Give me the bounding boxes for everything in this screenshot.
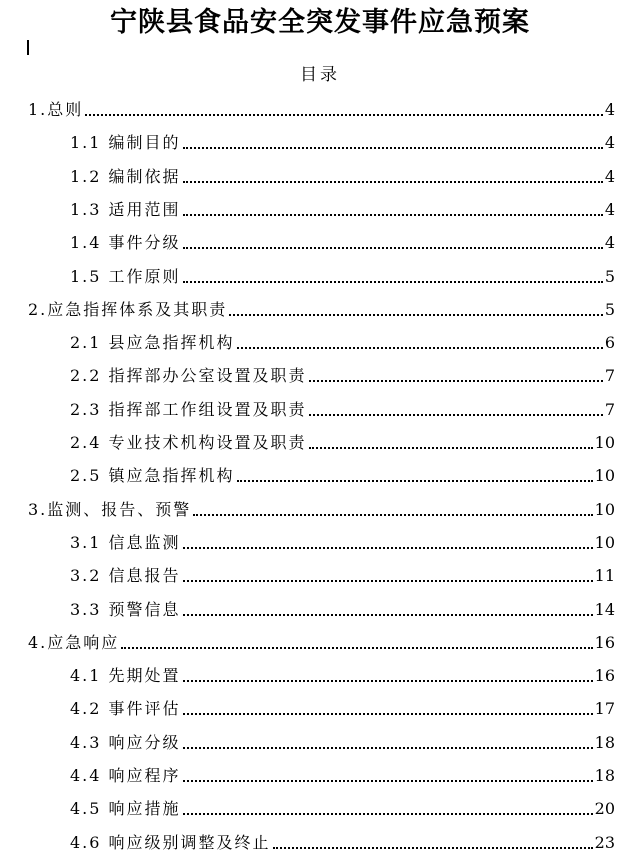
toc-entry-label: 3.3 预警信息 bbox=[70, 599, 181, 619]
toc-page-number: 16 bbox=[594, 666, 615, 686]
toc-dot-leader bbox=[229, 314, 603, 316]
toc-dot-leader bbox=[183, 813, 593, 815]
toc-page-number: 18 bbox=[594, 766, 615, 785]
toc-dot-leader bbox=[183, 614, 593, 616]
toc-page-number: 7 bbox=[604, 366, 615, 386]
toc-chapter-entry[interactable] bbox=[28, 294, 615, 320]
toc-entry-label: 1.5 工作原则 bbox=[70, 266, 181, 286]
toc-dot-leader bbox=[183, 147, 603, 149]
toc-entry-label: 4.6 响应级别调整及终止 bbox=[70, 832, 271, 852]
toc-entry-label: 2.4 专业技术机构设置及职责 bbox=[70, 433, 307, 452]
document-title: 宁陕县食品安全突发事件应急预案 bbox=[110, 7, 530, 38]
toc-section-entry[interactable] bbox=[70, 693, 615, 719]
toc-section-entry[interactable] bbox=[70, 827, 615, 853]
toc-section-entry[interactable] bbox=[70, 261, 615, 287]
toc-page-number: 10 bbox=[594, 499, 615, 519]
toc-entry-label: 2.1 县应急指挥机构 bbox=[70, 333, 235, 353]
toc-section-entry[interactable] bbox=[70, 560, 615, 586]
toc-section-entry[interactable] bbox=[70, 460, 615, 486]
toc-entry-label: 4.应急响应 bbox=[28, 632, 120, 652]
toc-entry-label: 4.2 事件评估 bbox=[70, 699, 181, 719]
toc-section-entry[interactable] bbox=[70, 660, 615, 686]
toc-dot-leader bbox=[183, 680, 593, 682]
toc-section-entry[interactable] bbox=[70, 327, 615, 353]
toc-entry-label: 4.5 响应措施 bbox=[70, 799, 181, 819]
toc-page-number: 11 bbox=[594, 566, 615, 586]
toc-entry-label: 4.3 响应分级 bbox=[70, 732, 181, 752]
toc-entry-label: 4.4 响应程序 bbox=[70, 766, 181, 785]
toc-entry-label: 1.3 适用范围 bbox=[70, 199, 181, 219]
toc-entry-label: 1.总则 bbox=[28, 100, 84, 119]
toc-dot-leader bbox=[183, 780, 593, 782]
toc-section-entry[interactable] bbox=[70, 427, 615, 453]
toc-entry-label: 3.监测、报告、预警 bbox=[28, 499, 192, 519]
toc-section-entry[interactable] bbox=[70, 127, 615, 153]
toc-page-number: 4 bbox=[604, 233, 615, 253]
toc-chapter-entry[interactable] bbox=[28, 94, 615, 120]
toc-section-entry[interactable] bbox=[70, 227, 615, 253]
toc-page-number: 7 bbox=[604, 399, 615, 419]
toc-section-entry[interactable] bbox=[70, 527, 615, 553]
toc-page-number: 10 bbox=[594, 532, 615, 552]
toc-page-number: 23 bbox=[594, 832, 615, 852]
toc-section-entry[interactable] bbox=[70, 793, 615, 819]
toc-dot-leader bbox=[183, 281, 603, 283]
toc-section-entry[interactable] bbox=[70, 394, 615, 420]
toc-dot-leader bbox=[183, 547, 593, 549]
toc-section-entry[interactable] bbox=[70, 360, 615, 386]
toc-entry-label: 1.4 事件分级 bbox=[70, 233, 181, 253]
toc-section-entry[interactable] bbox=[70, 194, 615, 220]
toc-dot-leader bbox=[183, 247, 603, 249]
toc-page-number: 10 bbox=[594, 433, 615, 452]
toc-dot-leader bbox=[183, 713, 593, 715]
toc-page-number: 4 bbox=[604, 133, 615, 153]
toc-dot-leader bbox=[183, 214, 603, 216]
toc-entry-label: 1.2 编制依据 bbox=[70, 166, 181, 186]
toc-dot-leader bbox=[183, 747, 593, 749]
toc-entry-label: 2.应急指挥体系及其职责 bbox=[28, 299, 228, 319]
toc-page-number: 5 bbox=[604, 266, 615, 286]
toc-dot-leader bbox=[309, 414, 603, 416]
toc-page-number: 18 bbox=[594, 732, 615, 752]
toc-heading: 目录 bbox=[300, 65, 340, 85]
toc-page-number: 10 bbox=[594, 466, 615, 486]
toc-dot-leader bbox=[237, 480, 593, 482]
toc-entry-label: 3.2 信息报告 bbox=[70, 566, 181, 586]
toc-entry-label: 2.3 指挥部工作组设置及职责 bbox=[70, 399, 307, 419]
toc-page-number: 20 bbox=[594, 799, 615, 819]
toc-page-number: 5 bbox=[604, 299, 615, 319]
toc-page-number: 6 bbox=[604, 333, 615, 353]
toc-page-number: 4 bbox=[604, 199, 615, 219]
toc-section-entry[interactable] bbox=[70, 161, 615, 187]
toc-entry-label: 2.2 指挥部办公室设置及职责 bbox=[70, 366, 307, 386]
toc-page-number: 4 bbox=[604, 100, 615, 119]
toc-entry-label: 3.1 信息监测 bbox=[70, 532, 181, 552]
toc-dot-leader bbox=[309, 380, 603, 382]
toc-page-number: 14 bbox=[594, 599, 615, 619]
toc-page-number: 16 bbox=[594, 632, 615, 652]
toc-dot-leader bbox=[193, 514, 592, 516]
toc-section-entry[interactable] bbox=[70, 760, 615, 786]
toc-dot-leader bbox=[85, 114, 603, 116]
toc-chapter-entry[interactable] bbox=[28, 494, 615, 520]
toc-entry-label: 2.5 镇应急指挥机构 bbox=[70, 466, 235, 486]
toc-dot-leader bbox=[309, 447, 593, 449]
text-cursor bbox=[27, 40, 29, 55]
toc-chapter-entry[interactable] bbox=[28, 627, 615, 653]
toc-page-number: 17 bbox=[594, 699, 615, 719]
toc-entry-label: 4.1 先期处置 bbox=[70, 666, 181, 686]
toc-dot-leader bbox=[273, 847, 593, 849]
toc-dot-leader bbox=[183, 580, 593, 582]
toc-entry-label: 1.1 编制目的 bbox=[70, 133, 181, 153]
toc-dot-leader bbox=[121, 647, 592, 649]
toc-section-entry[interactable] bbox=[70, 727, 615, 753]
toc-dot-leader bbox=[237, 347, 603, 349]
toc-dot-leader bbox=[183, 181, 603, 183]
toc-section-entry[interactable] bbox=[70, 594, 615, 620]
toc-page-number: 4 bbox=[604, 166, 615, 186]
